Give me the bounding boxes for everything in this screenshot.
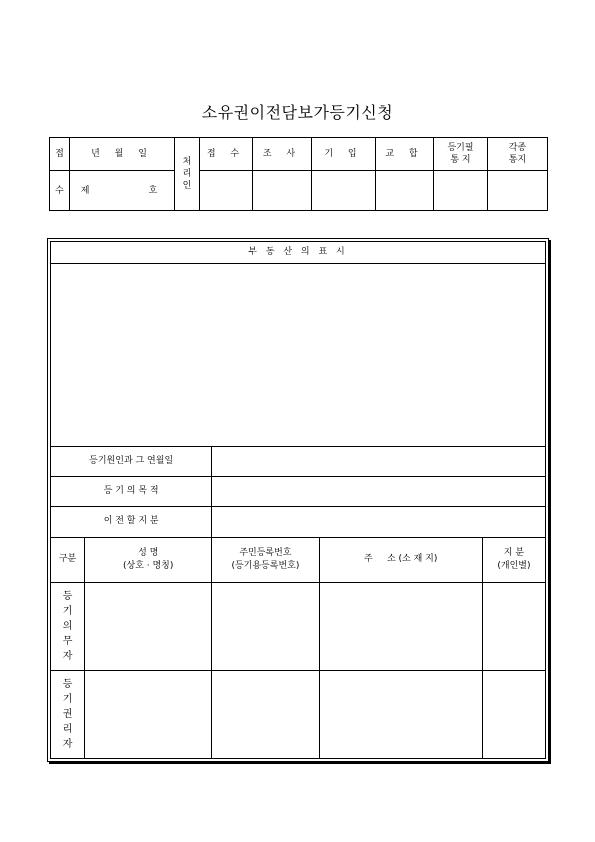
application-table <box>50 241 546 759</box>
receipt-jeopsu-top: 접 <box>50 138 70 171</box>
obligor-label: 등 기 의 무 자 <box>51 582 85 670</box>
receipt-cell-josa[interactable] <box>253 171 312 211</box>
address-header: 주 소 (소 재 지) <box>319 537 482 582</box>
gubun-header: 구분 <box>51 537 85 582</box>
receipt-jeopsu-bottom: 수 <box>50 171 70 211</box>
holder-label: 등 기 권 리 자 <box>51 670 85 758</box>
receipt-header-notice-done: 등기필 통 지 <box>434 138 488 171</box>
receipt-cell-jeopsu[interactable] <box>200 171 253 211</box>
name-header: 성 명 (상호 · 명칭) <box>85 537 212 582</box>
obligor-name-cell[interactable] <box>85 582 212 670</box>
obligor-address-cell[interactable] <box>319 582 482 670</box>
cause-date-input[interactable] <box>212 447 546 477</box>
holder-address-cell[interactable] <box>319 670 482 758</box>
transfer-share-label: 이 전 할 지 분 <box>51 507 212 537</box>
cause-date-label: 등기원인과 그 연월일 <box>51 447 212 477</box>
property-header: 부 동 산 의 표 시 <box>51 242 546 264</box>
obligor-share-cell[interactable] <box>482 582 545 670</box>
receipt-header-giip: 기 입 <box>312 138 376 171</box>
receipt-cell-gyohap[interactable] <box>376 171 434 211</box>
receipt-table <box>49 137 548 211</box>
application-form <box>47 238 549 762</box>
receipt-cell-giip[interactable] <box>312 171 376 211</box>
share-header: 지 분 (개인별) <box>482 537 545 582</box>
receipt-header-jeopsu: 접 수 <box>200 138 253 171</box>
document-title: 소유권이전담보가등기신청 <box>201 103 394 122</box>
registration-purpose-input[interactable] <box>212 477 546 507</box>
property-description-area[interactable] <box>51 264 546 447</box>
receipt-number-label: 제 호 <box>70 171 175 211</box>
receipt-header-gyohap: 교 합 <box>376 138 434 171</box>
registration-purpose-label: 등 기 의 목 적 <box>51 477 212 507</box>
receipt-cheori-column: 처 리 인 <box>175 138 200 211</box>
obligor-id-cell[interactable] <box>212 582 319 670</box>
receipt-header-josa: 조 사 <box>253 138 312 171</box>
receipt-date-label: 년 월 일 <box>70 138 175 171</box>
holder-share-cell[interactable] <box>482 670 545 758</box>
receipt-cell-various-notice[interactable] <box>488 171 548 211</box>
transfer-share-input[interactable] <box>212 507 546 537</box>
receipt-header-various-notice: 각종 통지 <box>488 138 548 171</box>
id-number-header: 주민등록번호 (등기용등록번호) <box>212 537 319 582</box>
holder-id-cell[interactable] <box>212 670 319 758</box>
receipt-cell-notice-done[interactable] <box>434 171 488 211</box>
holder-name-cell[interactable] <box>85 670 212 758</box>
